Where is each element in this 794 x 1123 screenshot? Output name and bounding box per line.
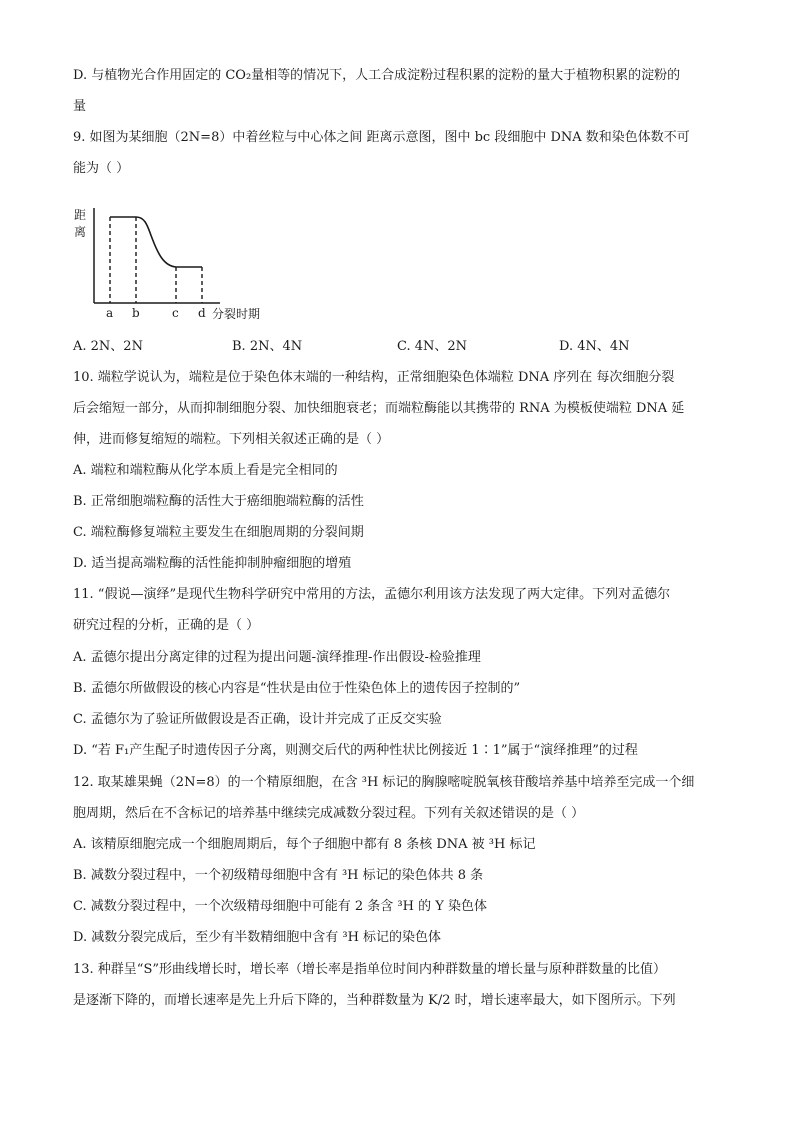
q10-stem-line3: 伸，进而修复缩短的端粒。下列相关叙述正确的是（ ） bbox=[73, 432, 390, 447]
q11-stem-line2: 研究过程的分析，正确的是（ ） bbox=[73, 618, 260, 633]
q10-option-b[interactable]: B. 正常细胞端粒酶的活性大于癌细胞端粒酶的活性 bbox=[73, 494, 364, 509]
q10-stem-line2: 后会缩短一部分，从而抑制细胞分裂、加快细胞衰老；而端粒酶能以其携带的 RNA 为模板使端粒 DNA 延 bbox=[73, 401, 685, 416]
q9-stem-line1: 9. 如图为某细胞（2N=8）中着丝粒与中心体之间 距离示意图，图中 bc 段细胞中 DNA 数和染色体数不可 bbox=[73, 130, 690, 145]
q9-stem-line2: 能为（ ） bbox=[73, 161, 130, 176]
q10-stem-line1: 10. 端粒学说认为，端粒是位于染色体末端的一种结构，正常细胞染色体端粒 DNA 序列在 每次细胞分裂 bbox=[73, 370, 675, 385]
tick-a: a bbox=[106, 306, 114, 320]
q12-option-c[interactable]: C. 减数分裂过程中，一个次级精母细胞中可能有 2 条含 ³H 的 Y 染色体 bbox=[73, 899, 487, 914]
q12-option-a[interactable]: A. 该精原细胞完成一个细胞周期后，每个子细胞中都有 8 条核 DNA 被 ³H 标记 bbox=[73, 837, 536, 852]
q9-option-d[interactable]: D. 4N、4N bbox=[559, 339, 630, 354]
q9-distance-figure bbox=[70, 200, 280, 325]
distance-curve bbox=[110, 217, 202, 267]
q11-option-c[interactable]: C. 孟德尔为了验证所做假设是否正确，设计并完成了正反交实验 bbox=[73, 712, 442, 727]
q9-option-a[interactable]: A. 2N、2N bbox=[73, 339, 143, 354]
x-label: 分裂时期 bbox=[212, 307, 261, 321]
q13-stem-line2: 是逐渐下降的，而增长速率是先上升后下降的，当种群数量为 K/2 时，增长速率最大，如下图所示。下列 bbox=[73, 993, 676, 1008]
q11-stem-line1: 11. “假说—演绎”是现代生物科学研究中常用的方法，孟德尔利用该方法发现了两大定律。下列对孟德尔 bbox=[73, 587, 671, 602]
q12-stem-line2: 胞周期，然后在不含标记的培养基中继续完成减数分裂过程。下列有关叙述错误的是（ ） bbox=[73, 806, 585, 821]
q9-option-b[interactable]: B. 2N、4N bbox=[232, 339, 303, 354]
q12-option-b[interactable]: B. 减数分裂过程中，一个初级精母细胞中含有 ³H 标记的染色体共 8 条 bbox=[73, 868, 484, 883]
q10-option-d[interactable]: D. 适当提高端粒酶的活性能抑制肿瘤细胞的增殖 bbox=[73, 556, 352, 571]
q11-option-b[interactable]: B. 孟德尔所做假设的核心内容是“性状是由位于性染色体上的遗传因子控制的” bbox=[73, 681, 521, 696]
tick-d: d bbox=[198, 306, 206, 320]
q10-option-a[interactable]: A. 端粒和端粒酶从化学本质上看是完全相同的 bbox=[73, 463, 338, 478]
y-label-2: 离 bbox=[74, 225, 87, 239]
q13-stem-line1: 13. 种群呈“S”形曲线增长时，增长率（增长率是指单位时间内种群数量的增长量与原种群数量的比值） bbox=[73, 962, 667, 977]
q8-option-d-line2: 量 bbox=[73, 99, 87, 114]
q11-option-a[interactable]: A. 孟德尔提出分离定律的过程为提出问题-演绎推理-作出假设-检验推理 bbox=[73, 650, 481, 665]
tick-c: c bbox=[172, 306, 179, 320]
q12-option-d[interactable]: D. 减数分裂完成后，至少有半数精细胞中含有 ³H 标记的染色体 bbox=[73, 930, 442, 945]
q10-option-c[interactable]: C. 端粒酶修复端粒主要发生在细胞周期的分裂间期 bbox=[73, 525, 364, 540]
q8-option-d-line1: D. 与植物光合作用固定的 CO₂量相等的情况下，人工合成淀粉过程积累的淀粉的量大于植物积累的淀粉的 bbox=[73, 68, 681, 83]
q9-option-c[interactable]: C. 4N、2N bbox=[397, 339, 468, 354]
tick-b: b bbox=[132, 306, 140, 320]
q12-stem-line1: 12. 取某雄果蝇（2N=8）的一个精原细胞，在含 ³H 标记的胸腺嘧啶脱氧核苷酸培养基中培养至完成一个细 bbox=[73, 775, 695, 790]
q11-option-d[interactable]: D. “若 F₁产生配子时遗传因子分离，则测交后代的两种性状比例接近 1∶1”属于“演绎推理”的过程 bbox=[73, 743, 638, 758]
y-label-1: 距 bbox=[74, 208, 87, 222]
